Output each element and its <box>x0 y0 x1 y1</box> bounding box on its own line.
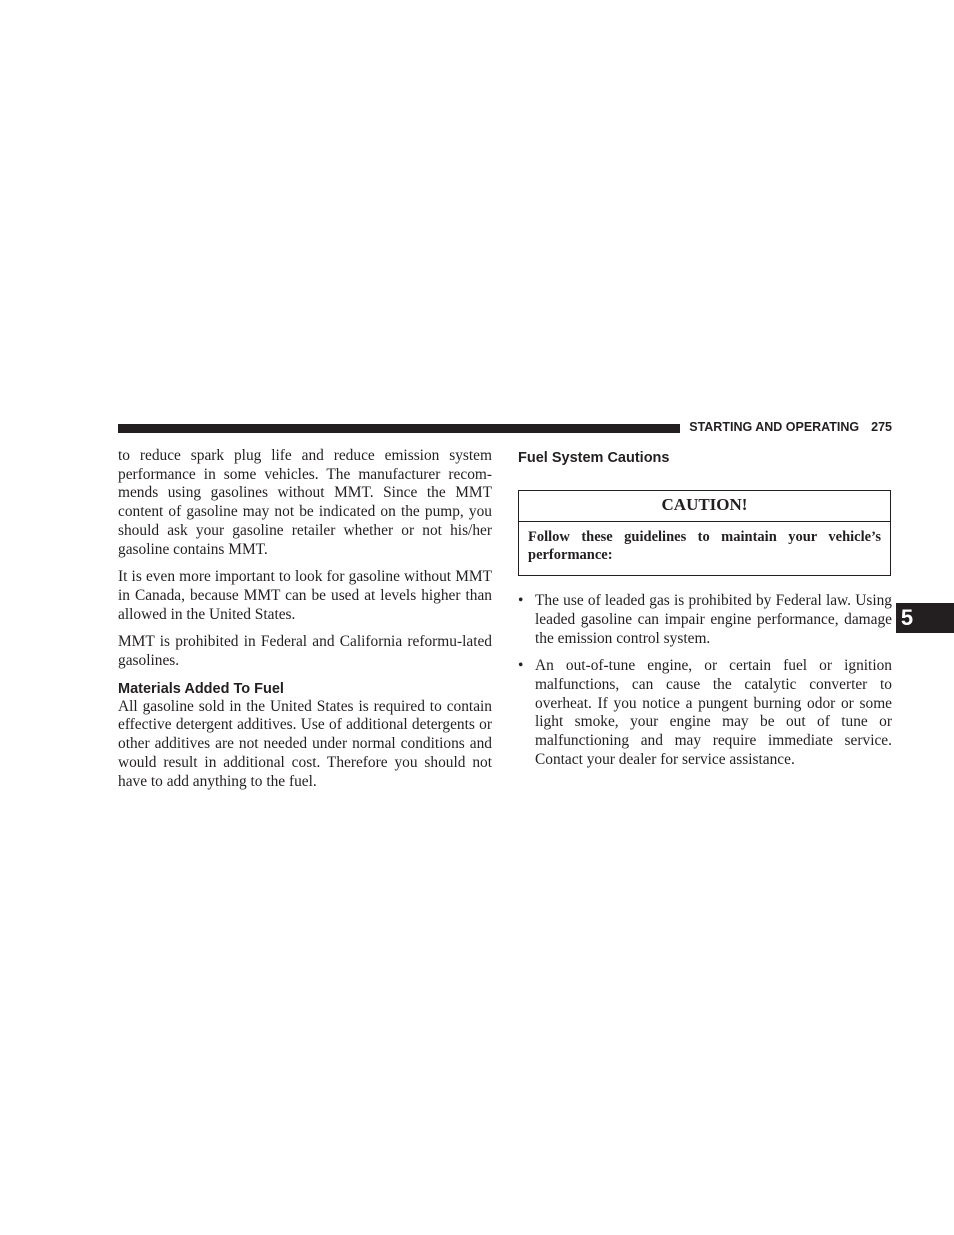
caution-bullet-list <box>518 592 892 769</box>
chapter-number: 5 <box>900 605 914 630</box>
caution-box <box>518 490 891 576</box>
left-column <box>118 447 492 791</box>
list-item <box>518 592 892 648</box>
bullet-icon: • <box>518 592 524 610</box>
running-header <box>688 420 892 434</box>
caution-title: CAUTION! <box>519 491 890 522</box>
list-item <box>518 657 892 769</box>
header-rule <box>118 424 680 433</box>
heading-fuel-system-cautions: Fuel System Cautions <box>518 450 670 466</box>
paragraph-mmt-intro: to reduce spark plug life and reduce emission system performance in some vehicles. The manufacturer recom-mends using gasolines without MMT. Since the MMT content of gasoline may not be indicated on the pump, you should ask your gasoline retailer whether or not his/her gasoline contains MMT. <box>118 447 492 558</box>
paragraph-mmt-canada: It is even more important to look for gasoline without MMT in Canada, because MMT can be used at levels higher than allowed in the United States. <box>118 568 492 623</box>
chapter-tab <box>896 603 954 633</box>
bullet-text: The use of leaded gas is prohibited by Federal law. Using leaded gasoline can impair engine performance, damage the emission control system. <box>535 592 892 647</box>
right-column <box>518 447 892 778</box>
caution-text: Follow these guidelines to maintain your vehicle’s performance: <box>528 528 881 564</box>
paragraph-detergents: All gasoline sold in the United States is required to contain effective detergent additives. Use of additional detergents or other additives are not needed under normal conditions and would result in additional cost. Therefore you should not have to add anything to the fuel. <box>118 697 492 790</box>
page-number: 275 <box>871 420 892 434</box>
section-title: STARTING AND OPERATING <box>689 420 860 434</box>
bullet-text: An out-of-tune engine, or certain fuel or ignition malfunctions, can cause the catalytic converter to overheat. If you notice a pungent burning odor or some light smoke, your engine may be out of tune or malfunctioning and may require immediate service. Contact your dealer for service assistance. <box>535 657 892 768</box>
bullet-icon: • <box>518 657 524 675</box>
paragraph-mmt-prohibited: MMT is prohibited in Federal and California reformu-lated gasolines. <box>118 633 492 670</box>
heading-materials-added: Materials Added To Fuel <box>118 680 284 697</box>
